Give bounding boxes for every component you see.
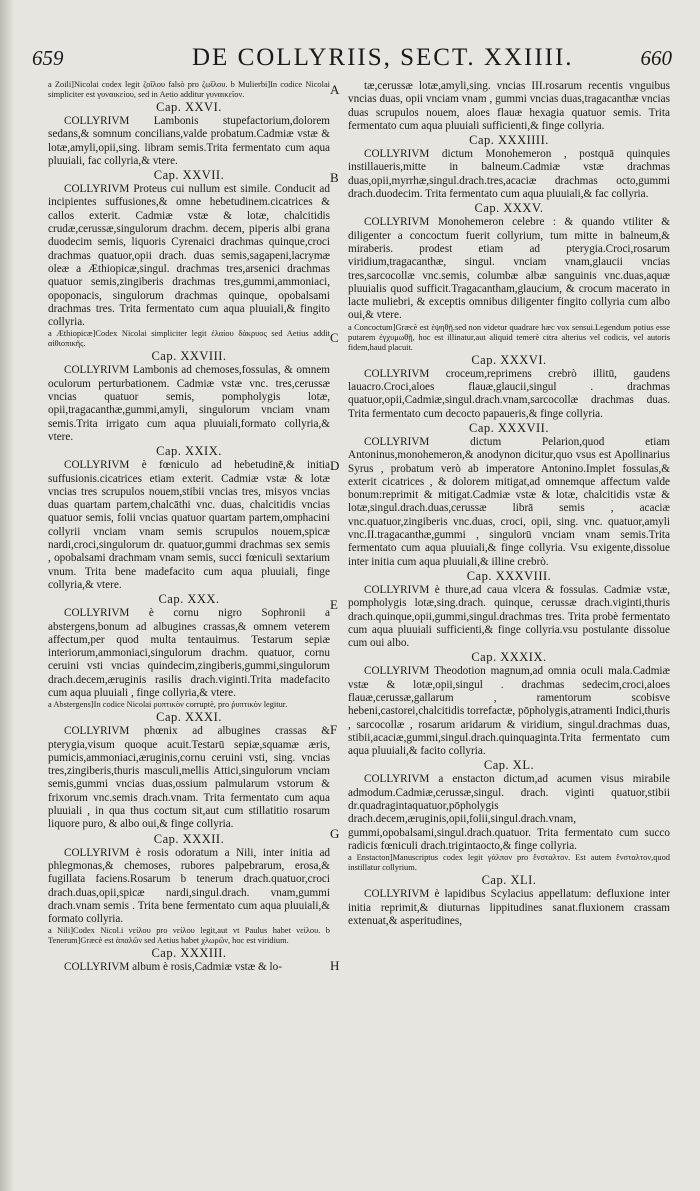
running-head [32,46,672,80]
chapter-heading: Cap. XXXV. [474,201,544,216]
page-number-right: 660 [640,46,672,70]
chapter-heading: Cap. XXX. [158,592,220,607]
left-column [48,80,330,975]
margin-letter: A [330,82,340,97]
chapter-heading: Cap. XXXIX. [471,650,547,665]
chapter-heading: Cap. XLI. [481,873,537,888]
chapter-heading: Cap. XXVII. [153,168,225,183]
recipe-paragraph: COLLYRIVM dictum Monohemeron , postquā quinquies instillaueris,mitte in balneum.Cadmiæ vstæ drachmas duas,opii,myrrhæ,singul.drach.tres,acaciæ drachmas octo,gummi drach.duodecim. Trita fermentato cum aqua pluuiali,& fac collyria. [348,148,670,201]
recipe-paragraph: COLLYRIVM phœnix ad albugines crassas & pterygia,visum quoque acuit.Testarū sepiæ,squamæ æris, pumicis,ammoniaci,æruginis,cornu ceruini vsti, sing. vncias tres,zingiberis,thuris masculi,mellis Attici,singulorum vnciam semis,gummi vncias duas,ossium palmularum vstorum & frixorum vnc.semis drach.vnam. Trita fermentato cum aqua pluuiali , in qua thus coctum sit,aut cum stillatitio rosarum liquore puro, & albo oui,& finge collyria. [48,725,330,831]
margin-letter: H [330,958,340,973]
margin-letter: G [330,826,340,841]
recipe-paragraph: COLLYRIVM Theodotion magnum,ad omnia oculi mala.Cadmiæ vstæ & lotæ,opii,singul . drachmas sedecim,croci,aloes flauæ,cerussæ,gallarum , ramentorum scobisve hebeni,castorei,chalcitidis torrefactæ, pōpholygis,atramenti Indici,thuris , sarcocollæ , rosarum aridarum & viridium, singul.drachmas duas, stibii,acaciæ,gummi,singul.drach.quinquaginta.Trita fermentato cum aqua pluuiali,& facito collyria. [348,665,670,758]
page-number-left: 659 [32,46,64,70]
recipe-paragraph: COLLYRIVM è thure,ad caua vlcera & fossulas. Cadmiæ vstæ, pompholygis lotæ,sing.drach. quinque, cerussæ drach.viginti,thuris drach.quinque,opii,gummi,singul.drachmas tres. Trita probè fermentato cum aqua pluuiali sufficienti,& finge collyria.vsu postulante dissolue cum oui albo. [348,583,670,650]
chapter-heading: Cap. XXXI. [156,710,222,725]
chapter-heading: Cap. XXXIII. [151,946,227,961]
footnote: a Zoili]Nicolai codex legit ζοΐλου falsò pro ζωΐλου. b Mulierbi]In codice Nicolai simpliciter est γυναικείου, sed in Aetio additur γυναικεῖον. [48,80,330,99]
recipe-paragraph: COLLYRIVM croceum,reprimens crebrò illitū, gaudens lauacro.Croci,aloes flauæ,glaucii,singul . drachmas quatuor,opii,Cadmiæ,singul.drach.vnam,sarcocollæ drachmas duas. Trita fermentato cum decocto papaueris,& finge collyria. [348,367,670,420]
margin-letter: B [330,170,339,185]
chapter-heading: Cap. XXXVII. [469,420,549,435]
recipe-paragraph: COLLYRIVM è fœniculo ad hebetudinē,& initia suffusionis.cicatrices etiam exterit. Cadmiæ vstæ & lotæ vncias tres scrupulos nouem,stibii vncias tres, misyos vncias duas quartam partem,chalcāthi vnc. duas, chalcitidis vncias quatuor semis, folii vncias quatuor quartam partem,omphacini collyrii vnciam vnam semis scrupulos nouem,spicæ nardi,croci,singulorum dr. quatuor,gummi drachmas sex semis , opobalsami drachmam vnam semis, succi fœniculi sextarium vnum. Trita bene madefacito cum aqua pluuiali, finge collyria,& vtere. [48,459,330,591]
recipe-paragraph: COLLYRIVM Lambonis stupefactorium,dolorem sedans,& somnum concilians,valde probatum.Cadmiæ vstæ & lotæ,amyli,opii,sing. libram semis.Trita fermentato cum aqua pluuiali, fac collyria,& vtere. [48,115,330,167]
recipe-paragraph: COLLYRIVM Lambonis ad chemoses,fossulas, & omnem oculorum perturbationem. Cadmiæ vstæ vnc. tres,cerussæ vncias quatuor semis, pompholygis lotæ, opii,tragacanthæ,gummi,amyli, singulorum vnciam vnam semis.Trita irrigato cum aqua pluuiali,formato collyria,& vtere. [48,364,330,443]
footnote: a Abstergens]In codice Nicolai ρυπτικὸν corruptè, pro ῥυπτικὸν legitur. [48,700,288,710]
recipe-paragraph: COLLYRIVM è lapidibus Scylacius appellatum: defluxione inter initia reprimit,& diuturnas lippitudines sanat.fluxionem crassam extenuat,& asperitudines, [348,888,670,927]
recipe-paragraph: COLLYRIVM Monohemeron celebre : & quando vtiliter & diligenter a concoctum fuerit collyrium, tum mitte in balneum,& miraberis. prodest etiam ad pterygia.Croci,rosarum viridium,tragacanthæ, singul. vnciam vnam,glaucii vncias tres,sarcocollæ vnc.semis, columbæ albæ sanguinis vnc.duas,aquæ pluuialis quod sufficit.Tragacantham,glaucium, & crocum macerato in lacte muliebri, & exceptis omnibus diligenter fingito collyria cum albo oui,& vtere. [348,216,670,322]
footnote: a Nili]Codex Nicol.i νείλου pro νείλου legit,aut vt Paulus habet νείλου. b Tenerum]Græcè est ἁπαλῶν sed Aetius habet χλωρῶν, hoc est viridium. [48,926,330,946]
footnote: a Concoctum]Græcè est ἑψηθῇ.sed non videtur quadrare hæc vox sensui.Legendum potius esse putarem ἐγχυμωθῇ, hoc est illinatur,aut aliquid temerè citra alterius vel codicis, vel autoris fidem,haud placuit. [348,322,670,352]
margin-letter: F [330,722,338,737]
chapter-heading: Cap. XXXII. [153,831,225,846]
chapter-heading: Cap. XXXVIII. [466,568,552,583]
chapter-heading: Cap. XXVIII. [151,349,227,364]
margin-letter: D [330,458,340,473]
recipe-paragraph: COLLYRIVM album è rosis,Cadmiæ vstæ & lo- [64,961,282,974]
chapter-heading: Cap. XL. [483,758,535,773]
recipe-paragraph: COLLYRIVM è cornu nigro Sophronii a abstergens,bonum ad albugines crassas,& omnem veterem affectum,per quod multa tentauimus. Testarum sepiæ interiorum,ammoniaci,singulorum drachm. quatuor, cornu ceruini vsti vncias quindecim,zingiberis,gummi,singulorum drach.decem,æruginis rasilis drach.viginti.Trita madefacito cum aqua pluuiali , finge collyria,& vtere. [48,607,330,699]
chapter-heading: Cap. XXXVI. [471,352,547,367]
recipe-paragraph: COLLYRIVM a enstacton dictum,ad acumen visus mirabile admodum.Cadmiæ,cerussæ,singul. drach. viginti quatuor,stibii dr.quadragintaquatuor,pōpholygis drach.decem,æruginis,opii,folii,singul.drach.vnam, gummi,opobalsami,singul.drach.quatuor. Trita fermentato cum succo radicis fœniculi drach.trigintaocto,& finge collyria. [348,773,670,852]
right-column [348,80,670,928]
chapter-heading: Cap. XXXIIII. [469,133,549,148]
recipe-paragraph: COLLYRIVM dictum Pelarion,quod etiam Antoninus,monohemeron,& anodynon dicitur,quo vsus est Apollinarius Syrus , probatum verò ab imperatore Antonino.Implet fossulas,& exterit cicatrices , & dolorem mitigat,ad omnemque affectum valde bonum:reprimit & mitigat.Cadmiæ vstæ & lotæ, chalcitidis vstæ & lotæ,singul.drach.duas,cerussæ librā semis , acaciæ vnc.quatuor,zingiberis vnc.duas, croci, opii, sing. vnc. quatuor,amyli vnc.II.tragacanthæ,gummi , singulorū vnciam vnam semis.Trita fermentato cum aqua pluuiali,& finge collyria. Vsu exigente,dissolue inter initia cum aqua pluuiali,& illine crebrò. [348,435,670,568]
chapter-heading: Cap. XXVI. [156,100,222,114]
footnote: a Æthiopicæ]Codex Nicolai simpliciter legit ἐλαίου δάκρυος sed Aetius addit αἰθιοπικῆς. [48,329,330,349]
chapter-heading: Cap. XXIX. [156,444,222,459]
page-edge-shadow [0,0,14,1191]
recipe-paragraph: COLLYRIVM Proteus cui nullum est simile. Conducit ad incipientes suffusiones,& omne hebetudinem.cicatrices & callos exterit. Cadmiæ vstæ & lotæ, chalcitidis crudæ,cerussæ,singulorum drachm. decem, piperis albi grana duodecim semis, liquoris Cyrenaici drachmas quinque,croci drachmas quatuor,opii drach. duas semis,sagapeni,lacrymæ oleæ a Æthiopicæ,singul. drachmas tres,arsenici drachmas quatuor semis,zingiberis drachmas tres,gummi,ammoniaci, opoponacis, singulorum drachmas quinque, opobalsami drachmas tres. Trita fermentato cum aqua pluuiali,& fingito collyria. [48,183,330,329]
recipe-paragraph: tæ,cerussæ lotæ,amyli,sing. vncias III.rosarum recentis vnguibus vncias duas, opii vnciam vnam , gummi vncias duas,tragacanthæ vncias duas scrupulos nouem, aloes flauæ hexagia quatuor semis. Trita fermentato cum aqua pluuiali sufficienti,& finge collyria. [348,80,670,132]
recipe-paragraph: COLLYRIVM è rosis odoratum a Nili, inter initia ad phlegmonas,& chemoses, rubores palpebrarum, erosa,& fugillata faciens.Rosarum b tenerum drach.quatuor,croci drach.duas,opii,spicæ nardi,singul.drach. vnam,gummi drach.vnam semis . Trita bene fermentato cum aqua pluuiali,& formato collyria. [48,846,330,926]
margin-letter: C [330,330,339,345]
margin-letter: E [330,597,338,612]
running-title: DE COLLYRIIS, SECT. XXIIII. [192,44,574,71]
footnote: a Enstacton]Manuscriptus codex legit γάλπον pro ἔνσταλτον. Est autem ἔνσταλτον,quod instillatur collyrium. [348,853,670,873]
